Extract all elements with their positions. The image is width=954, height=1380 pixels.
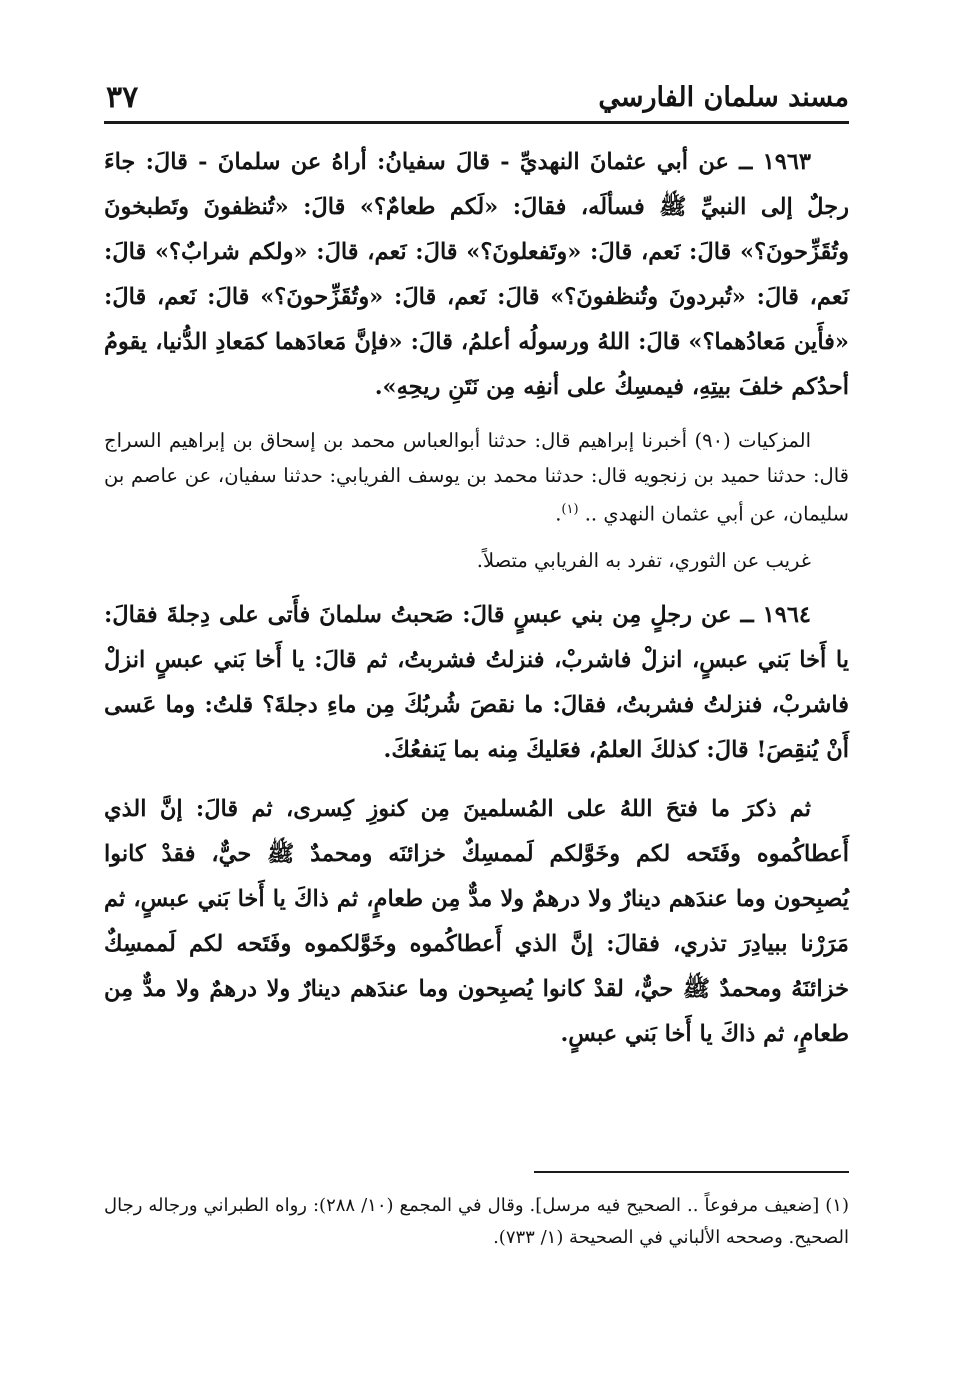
hadith-1964-continuation: ثم ذكرَ ما فتحَ اللهُ على المُسلمينَ مِن كنوزِ كِسرى، ثم قالَ: إنَّ الذي أَعطاكُموه وفَتَحه لكم وخَوَّلكم لَممسِكٌ خزائنَه ومحمدٌ ﷺ حيٌّ، فقدْ كانوا يُصبِحون وما عندَهم دينارٌ ولا درهمٌ ولا مدٌّ مِن طعامٍ، ثم ذاكَ يا أَخا بَني عبسٍ، ثم مَرَرْنا ببيادِرَ تذري، فقالَ: إنَّ الذي أَعطاكُموه وخَوَّلكموه وفَتَحه لكم لَممسِكٌ خزائنَهُ ومحمدٌ ﷺ حيٌّ، لقدْ كانوا يُصبِحون وما عندَهم دينارٌ ولا درهمٌ ولا مدٌّ مِن طعامٍ، ثم ذاكَ يا أَخا بَني عبسٍ. [104, 795, 849, 1047]
hadith-1964: ١٩٦٤ ــ عن رجلٍ مِن بني عبسٍ قالَ: صَحبتُ سلمانَ فأَتى على دِجلةَ فقالَ: يا أَخا بَني عبسٍ، انزلْ فاشربْ، فنزلتُ فشربتُ، ثم قالَ: يا أَخا بَني عبسٍ انزلْ فاشربْ، فنزلتُ فشربتُ، فقالَ: ما نقصَ شُربُكَ مِن ماءِ دجلةَ؟ قلتُ: وما عَسى أَنْ يُنقِصَ! قالَ: كذلكَ العلمُ، فعَليكَ مِنه بما يَنفعُكَ. [104, 601, 849, 763]
footnote-rule [534, 1171, 849, 1173]
sanad-text: المزكيات (٩٠) أخبرنا إبراهيم قال: حدثنا أبوالعباس محمد بن إسحاق بن إبراهيم السراج قال: حدثنا حميد بن زنجويه قال: حدثنا محمد بن يوسف الفريابي: حدثنا سفيان، عن عاصم بن سليمان، عن أبي عثمان النهدي .. [104, 429, 849, 526]
footnote-marker: (١) [561, 502, 579, 517]
header-rule [104, 121, 849, 124]
hadith-1963: ١٩٦٣ ــ عن أبي عثمانَ النهديِّ - قالَ سفيانُ: أراهُ عن سلمانَ - قالَ: جاءَ رجلٌ إلى النبيِّ ﷺ فسألَه، فقالَ: «لَكم طعامٌ؟» قالَ: «تُنظفونَ وتَطبخونَ وتُقَزِّحونَ؟» قالَ: نَعم، قالَ: «وتَفعلونَ؟» قالَ: نَعم، قالَ: «ولكم شرابٌ؟» قالَ: نَعم، قالَ: «تُبردونَ وتُنظفونَ؟» قالَ: نَعم، قالَ: «وتُقَزِّحونَ؟» قالَ: نَعم، قالَ: «فأَين مَعادُهما؟» قالَ: اللهُ ورسولُه أعلمُ، قالَ: «فإنَّ مَعادَهما كمَعادِ الدُّنيا، يقومُ أحدُكم خلفَ بيتِهِ، فيمسِكُ على أنفِه مِن نَتَنِ ريحِهِ». [104, 149, 849, 400]
page-number: ٣٧ [106, 80, 139, 115]
page-header [104, 78, 849, 122]
grading-1963: غريب عن الثوري، تفرد به الفريابي متصلاً. [476, 549, 811, 572]
page-body [104, 140, 849, 1071]
footnotes [104, 1190, 849, 1254]
running-title: مسند سلمان الفارسي [598, 82, 849, 113]
sanad-1963: المزكيات (٩٠) أخبرنا إبراهيم قال: حدثنا أبوالعباس محمد بن إسحاق بن إبراهيم السراج قال: حدثنا حميد بن زنجويه قال: حدثنا محمد بن يوسف الفريابي: حدثنا سفيان، عن عاصم بن سليمان، عن أبي عثمان النهدي .. $^{(١)}$. [104, 429, 849, 526]
footnote-1: (١) [ضعيف مرفوعاً .. الصحيح فيه مرسل]. وقال في المجمع (١٠/ ٢٨٨): رواه الطبراني ورجاله رجال الصحيح. وصححه الألباني في الصحيحة (١/ ٧٣٣). [104, 1195, 849, 1248]
